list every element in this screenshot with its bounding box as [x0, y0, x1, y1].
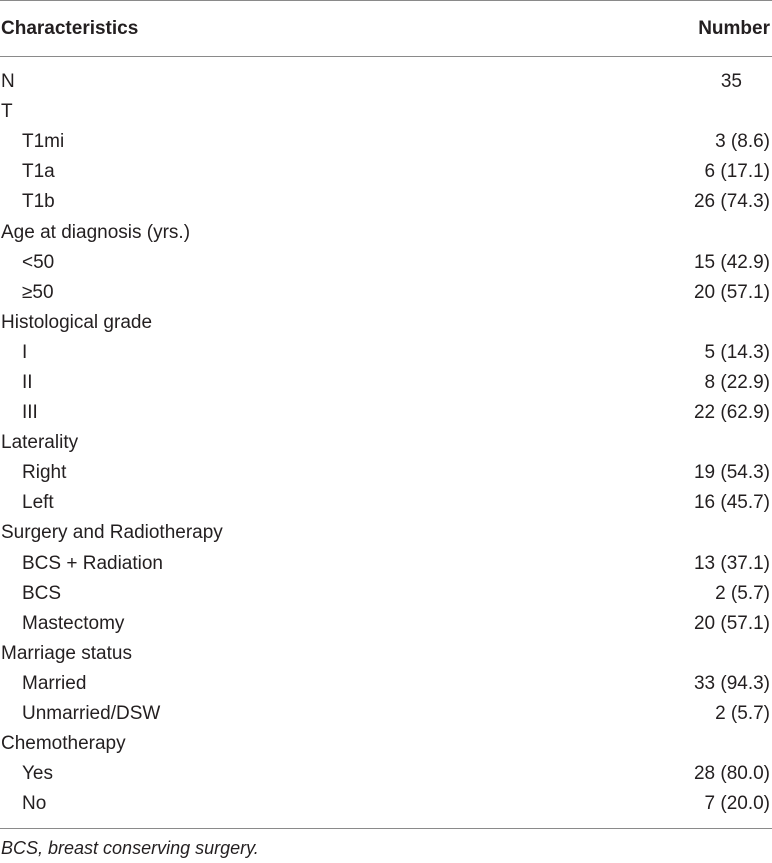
- row-value: 16 (45.7): [693, 492, 770, 514]
- row-value: 2 (5.7): [715, 703, 770, 725]
- row-label: T: [1, 101, 13, 123]
- table-footnote: BCS, breast conserving surgery.: [1, 838, 259, 859]
- table-row: [0, 759, 772, 789]
- row-value: 22 (62.9): [693, 402, 770, 424]
- row-label: Surgery and Radiotherapy: [1, 522, 223, 544]
- row-label: Mastectomy: [22, 612, 125, 634]
- row-label: Laterality: [1, 432, 79, 454]
- row-value: 15 (42.9): [693, 251, 770, 273]
- row-value: 5 (14.3): [704, 341, 770, 363]
- table-row: [0, 488, 772, 518]
- table-row: [0, 669, 772, 699]
- row-label: II: [22, 371, 33, 393]
- table-row: [0, 609, 772, 639]
- table-group-row: [0, 308, 772, 338]
- table-header-row: [0, 1, 772, 56]
- row-value: 20 (57.1): [693, 612, 770, 634]
- table-group-row: [0, 217, 772, 247]
- table-row: [0, 458, 772, 488]
- row-label: T1a: [22, 161, 55, 183]
- row-label: BCS + Radiation: [22, 552, 163, 574]
- row-label: <50: [22, 251, 55, 273]
- row-label: Chemotherapy: [1, 733, 126, 755]
- row-value: 6 (17.1): [704, 161, 770, 183]
- table-row: [0, 338, 772, 368]
- table-body: [0, 57, 772, 828]
- table-row: [0, 579, 772, 609]
- table-group-row: [0, 729, 772, 759]
- row-value: 20 (57.1): [693, 281, 770, 303]
- row-label: Marriage status: [1, 642, 132, 664]
- table-row: [0, 699, 772, 729]
- row-label: Married: [22, 672, 87, 694]
- table-row: [0, 368, 772, 398]
- row-label: No: [22, 793, 47, 815]
- table-group-row: [0, 639, 772, 669]
- row-value: 19 (54.3): [693, 462, 770, 484]
- row-label: Yes: [22, 763, 53, 785]
- header-characteristics: Characteristics: [1, 17, 139, 39]
- row-value: 33 (94.3): [693, 672, 770, 694]
- row-value: 8 (22.9): [704, 371, 770, 393]
- row-label: III: [22, 402, 38, 424]
- row-value: 7 (20.0): [704, 793, 770, 815]
- row-label: T1mi: [22, 131, 65, 153]
- row-value: 28 (80.0): [693, 763, 770, 785]
- table-group-row: [0, 428, 772, 458]
- row-label: BCS: [22, 582, 62, 604]
- row-label: T1b: [22, 191, 55, 213]
- table-row: [0, 67, 772, 97]
- row-value: 2 (5.7): [715, 582, 770, 604]
- table-row: [0, 248, 772, 278]
- table-row: [0, 789, 772, 819]
- table-row: [0, 157, 772, 187]
- row-label: Left: [22, 492, 54, 514]
- table-group-row: [0, 97, 772, 127]
- row-label: ≥50: [22, 281, 54, 303]
- row-value: 26 (74.3): [693, 191, 770, 213]
- table-row: [0, 278, 772, 308]
- row-label: N: [1, 71, 15, 93]
- row-label: Unmarried/DSW: [22, 703, 161, 725]
- row-label: Right: [22, 462, 67, 484]
- row-label: Age at diagnosis (yrs.): [1, 221, 191, 243]
- row-value: 35: [720, 71, 742, 93]
- table-row: [0, 187, 772, 217]
- row-label: Histological grade: [1, 311, 153, 333]
- table-row: [0, 127, 772, 157]
- table-row: [0, 398, 772, 428]
- row-value: 13 (37.1): [693, 552, 770, 574]
- table-group-row: [0, 518, 772, 548]
- row-value: 3 (8.6): [715, 131, 770, 153]
- table-row: [0, 549, 772, 579]
- row-label: I: [22, 341, 28, 363]
- header-number: Number: [698, 17, 770, 39]
